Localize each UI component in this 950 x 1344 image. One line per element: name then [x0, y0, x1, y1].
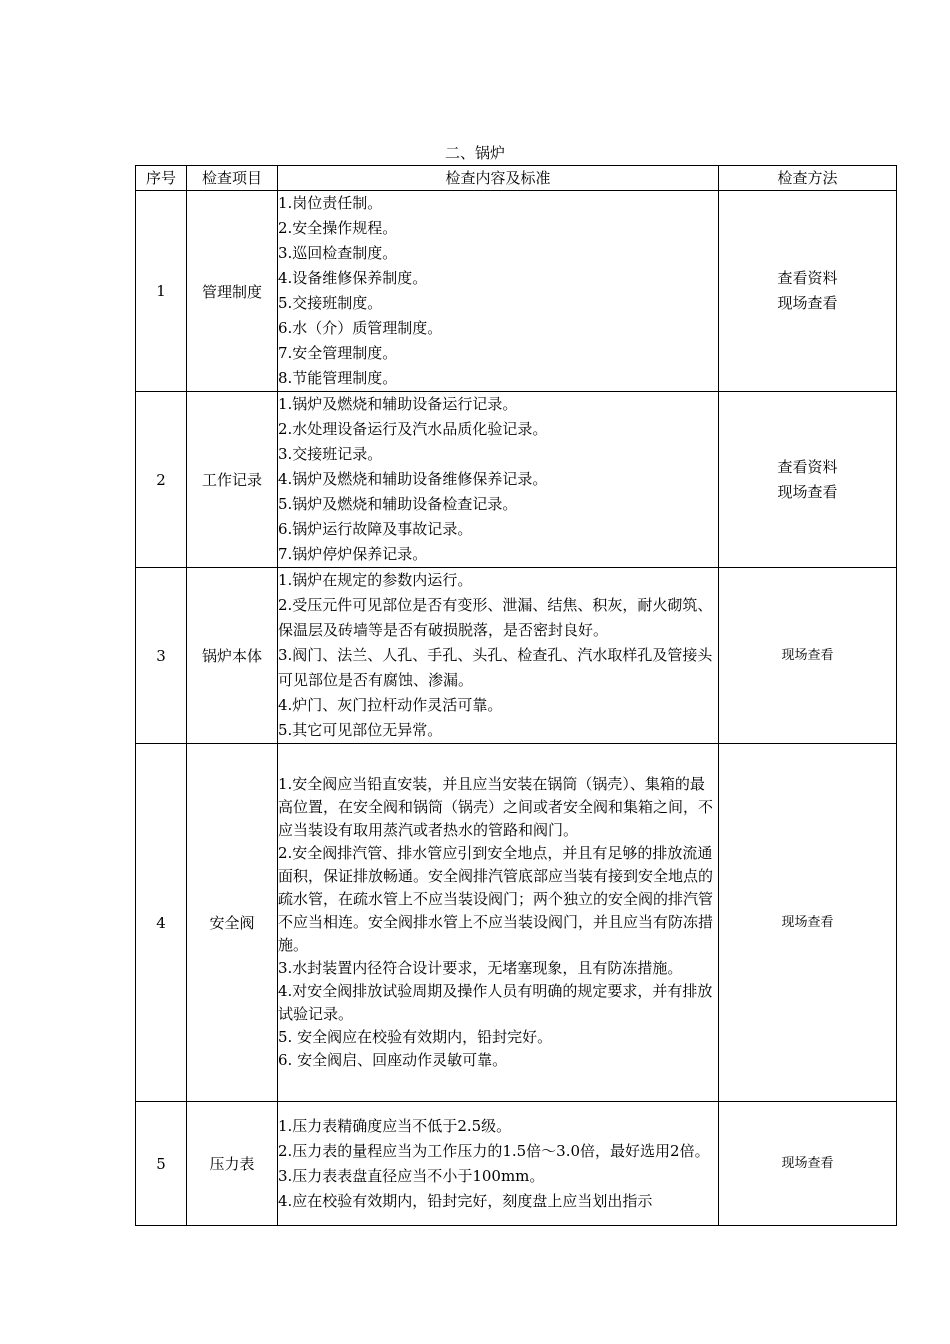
content-line: 5.锅炉及燃烧和辅助设备检查记录。: [278, 495, 518, 513]
method-line: 查看资料: [777, 269, 838, 287]
row-method: [719, 568, 897, 744]
row-content: [278, 744, 719, 1102]
row-number: 5: [136, 1102, 187, 1226]
content-line: 3.压力表表盘直径应当不小于100mm。: [278, 1166, 545, 1185]
content-line: 3.交接班记录。: [278, 445, 383, 463]
row-method: [719, 1102, 897, 1226]
row-number: 2: [136, 392, 187, 568]
content-line: 2.受压元件可见部位是否有变形、泄漏、结焦、积灰，耐火砌筑、保温层及砖墙等是否有破损脱落，是否密封良好。: [278, 596, 713, 639]
method-line: 现场查看: [781, 915, 834, 930]
content-line: 4.应在校验有效期内，铅封完好，刻度盘上应当划出指示: [278, 1191, 653, 1210]
content-line: 4.设备维修保养制度。: [278, 269, 428, 287]
row-method: [719, 191, 897, 392]
row-item: 压力表: [187, 1102, 278, 1226]
content-line: 5.其它可见部位无异常。: [278, 721, 443, 739]
content-line: 1.压力表精确度应当不低于2.5级。: [278, 1116, 512, 1135]
content-line: 4.锅炉及燃烧和辅助设备维修保养记录。: [278, 470, 548, 488]
content-line: 1.岗位责任制。: [278, 194, 383, 212]
row-item: 安全阀: [187, 744, 278, 1102]
row-item: 管理制度: [187, 191, 278, 392]
row-content: [278, 191, 719, 392]
content-line: 2.压力表的量程应当为工作压力的1.5倍～3.0倍，最好选用2倍。: [278, 1141, 710, 1160]
content-line: 5.交接班制度。: [278, 294, 383, 312]
content-line: 1.安全阀应当铅直安装，并且应当安装在锅筒（锅壳）、集箱的最高位置，在安全阀和锅筒（锅壳）之间或者安全阀和集箱之间，不应当装设有取用蒸汽或者热水的管路和阀门。: [278, 775, 714, 839]
section-title: 二、锅炉: [444, 144, 505, 162]
row-number: 1: [136, 191, 187, 392]
content-line: 8.节能管理制度。: [278, 369, 398, 387]
table-row: [136, 568, 897, 744]
inspection-table: [135, 165, 897, 1226]
row-content: [278, 1102, 719, 1226]
content-line: 7.安全管理制度。: [278, 344, 398, 362]
table-row: [136, 392, 897, 568]
content-line: 2.安全操作规程。: [278, 219, 398, 237]
row-content: [278, 568, 719, 744]
content-line: 1.锅炉在规定的参数内运行。: [278, 571, 473, 589]
method-line: 现场查看: [777, 294, 838, 312]
content-line: 7.锅炉停炉保养记录。: [278, 545, 428, 563]
content-line: 6. 安全阀启、回座动作灵敏可靠。: [278, 1051, 508, 1069]
row-content: [278, 392, 719, 568]
table-row: [136, 1102, 897, 1226]
row-method: [719, 744, 897, 1102]
content-line: 3.水封装置内径符合设计要求，无堵塞现象，且有防冻措施。: [278, 959, 683, 977]
table-header-row: [136, 166, 897, 191]
header-method: 检查方法: [719, 166, 897, 191]
row-number: 4: [136, 744, 187, 1102]
content-line: 2.安全阀排汽管、排水管应引到安全地点，并且有足够的排放流通面积，保证排放畅通。安全阀排汽管底部应当装有接到安全地点的疏水管，在疏水管上不应当装设阀门；两个独立的安全阀的排汽管不应当相连。安全阀排水管上不应当装设阀门，并且应当有防冻措施。: [278, 844, 714, 954]
content-line: 3.巡回检查制度。: [278, 244, 398, 262]
row-number: 3: [136, 568, 187, 744]
method-line: 现场查看: [781, 648, 834, 663]
row-item: 工作记录: [187, 392, 278, 568]
content-line: 4.对安全阀排放试验周期及操作人员有明确的规定要求，并有排放试验记录。: [278, 982, 713, 1023]
header-no: 序号: [136, 166, 187, 191]
table-row: [136, 191, 897, 392]
content-line: 6.水（介）质管理制度。: [278, 319, 443, 337]
header-item: 检查项目: [187, 166, 278, 191]
content-line: 2.水处理设备运行及汽水品质化验记录。: [278, 420, 548, 438]
content-line: 3.阀门、法兰、人孔、手孔、头孔、检查孔、汽水取样孔及管接头可见部位是否有腐蚀、渗漏。: [278, 646, 713, 689]
method-line: 现场查看: [781, 1156, 834, 1171]
content-line: 1.锅炉及燃烧和辅助设备运行记录。: [278, 395, 518, 413]
content-line: 6.锅炉运行故障及事故记录。: [278, 520, 473, 538]
content-line: 5. 安全阀应在校验有效期内，铅封完好。: [278, 1028, 553, 1046]
table-row: [136, 744, 897, 1102]
header-content: 检查内容及标准: [278, 166, 719, 191]
method-line: 查看资料: [777, 457, 838, 476]
row-method: [719, 392, 897, 568]
method-line: 现场查看: [777, 482, 838, 501]
row-item: 锅炉本体: [187, 568, 278, 744]
content-line: 4.炉门、灰门拉杆动作灵活可靠。: [278, 696, 503, 714]
